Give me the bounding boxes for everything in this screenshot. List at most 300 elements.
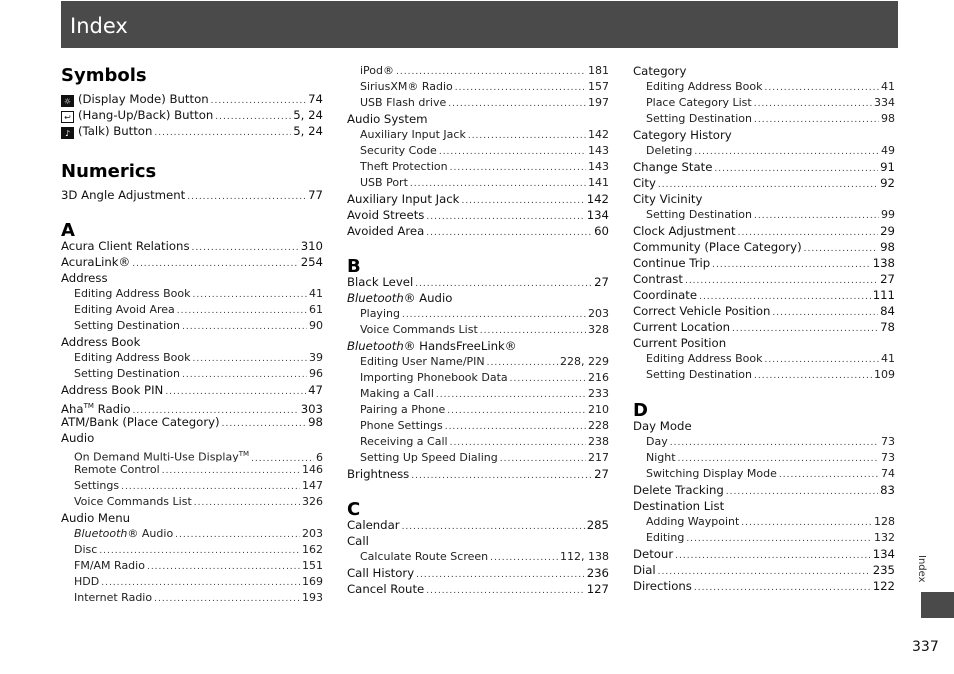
index-entry-text: Dial	[633, 563, 656, 577]
index-column-2	[347, 63, 609, 597]
index-entry-page[interactable]: 285	[586, 518, 609, 532]
index-entry-text: Detour	[633, 547, 674, 561]
index-entry-page[interactable]: 96	[309, 367, 323, 380]
index-entry-label	[633, 159, 712, 175]
index-entry[interactable]	[633, 255, 895, 271]
index-entry[interactable]	[61, 366, 323, 382]
index-entry-text: Acura Client Relations	[61, 239, 190, 253]
index-entry-text: ® Audio	[127, 527, 174, 540]
dot-leader	[741, 515, 872, 530]
index-entry-text: Address Book PIN	[61, 383, 164, 397]
index-entry-text: Call	[347, 534, 369, 548]
index-entry-label	[347, 338, 516, 354]
index-entry[interactable]	[633, 482, 895, 498]
dot-leader	[132, 256, 298, 270]
index-entry-page[interactable]: 98	[308, 415, 323, 429]
index-entry[interactable]	[61, 270, 323, 286]
index-entry[interactable]	[633, 418, 895, 434]
index-entry-page[interactable]: 216	[588, 371, 609, 384]
index-entry[interactable]	[61, 107, 323, 123]
index-entry-page[interactable]: 197	[588, 96, 609, 109]
index-heading-symbols: Symbols	[61, 65, 147, 86]
dot-leader	[154, 125, 291, 139]
dot-leader	[448, 96, 586, 111]
index-entry-page[interactable]: 112, 138	[560, 550, 609, 563]
index-entry[interactable]	[347, 111, 609, 127]
index-entry-page[interactable]: 128	[874, 515, 895, 528]
index-entry-text: Importing Phonebook Data	[360, 371, 508, 384]
index-entry-text: Switching Display Mode	[646, 467, 777, 480]
index-entry[interactable]	[633, 498, 895, 514]
index-entry[interactable]	[633, 95, 895, 111]
index-entry-page[interactable]: 238	[588, 435, 609, 448]
index-entry[interactable]	[61, 510, 323, 526]
dot-leader	[165, 384, 306, 398]
index-entry-page[interactable]: 217	[588, 451, 609, 464]
index-entry[interactable]	[633, 335, 895, 351]
index-entry-page[interactable]: 49	[881, 144, 895, 157]
index-entry-label	[347, 533, 369, 549]
index-entry[interactable]	[61, 430, 323, 446]
index-entry[interactable]	[633, 514, 895, 530]
index-entry-label	[61, 254, 130, 270]
index-entry-text: (Hang-Up/Back) Button	[78, 108, 214, 122]
index-entry-text: Settings	[74, 479, 120, 492]
dot-leader	[132, 403, 298, 414]
dot-leader	[754, 368, 872, 383]
dot-leader	[416, 567, 585, 581]
dot-leader	[410, 176, 586, 191]
dot-leader	[450, 160, 586, 175]
index-entry-text: Setting Destination	[646, 368, 753, 381]
index-entry-page[interactable]: 83	[880, 483, 895, 497]
index-entry-page[interactable]: 141	[588, 176, 609, 189]
index-entry[interactable]	[347, 306, 609, 322]
index-entry-page[interactable]: 193	[302, 591, 323, 604]
dot-leader	[222, 416, 307, 430]
index-entry-label	[347, 565, 414, 581]
index-entry-label	[360, 79, 453, 95]
index-entry[interactable]	[633, 450, 895, 466]
index-entry-page[interactable]: 143	[588, 144, 609, 157]
index-entry[interactable]	[61, 318, 323, 334]
index-entry-label	[633, 191, 702, 207]
index-entry-label	[633, 63, 686, 79]
index-entry-text: Editing Address Book	[646, 352, 763, 365]
index-entry-page[interactable]: 203	[302, 527, 323, 540]
index-entry-page[interactable]: 74	[881, 467, 895, 480]
index-entry-page[interactable]: 6	[316, 450, 323, 462]
index-tab-marker[interactable]	[921, 592, 954, 618]
index-entry-page[interactable]: 142	[586, 192, 609, 206]
index-entry-page[interactable]: 334	[874, 96, 895, 109]
index-entry[interactable]	[61, 382, 323, 398]
index-entry-page[interactable]: 27	[594, 275, 609, 289]
index-entry[interactable]	[347, 581, 609, 597]
index-entry-page[interactable]: 236	[586, 566, 609, 580]
index-column-1	[61, 63, 323, 606]
index-entry-text: Change State	[633, 160, 713, 174]
index-entry[interactable]	[633, 351, 895, 367]
index-entry-label	[646, 514, 739, 530]
index-entry[interactable]	[633, 303, 895, 319]
index-entry-text: ® HandsFreeLink®	[403, 339, 517, 353]
index-entry-label	[61, 382, 163, 398]
index-entry[interactable]	[61, 91, 323, 107]
index-entry[interactable]	[347, 79, 609, 95]
index-entry-label	[646, 207, 752, 223]
index-entry-page[interactable]: 84	[880, 304, 895, 318]
index-entry-text: Delete Tracking	[633, 483, 724, 497]
index-entry-page[interactable]: 233	[588, 387, 609, 400]
index-entry-page[interactable]: 41	[881, 80, 895, 93]
index-entry-page[interactable]: 39	[309, 351, 323, 364]
index-entry-label	[61, 107, 213, 123]
index-entry-text: Phone Settings	[360, 419, 443, 432]
index-entry[interactable]	[633, 63, 895, 79]
index-entry[interactable]	[347, 175, 609, 191]
index-entry[interactable]	[347, 450, 609, 466]
index-entry-page[interactable]: 228	[588, 419, 609, 432]
index-entry-label	[74, 286, 191, 302]
index-entry[interactable]	[633, 239, 895, 255]
index-entry-page[interactable]: 29	[880, 224, 895, 238]
index-entry[interactable]	[347, 338, 609, 354]
index-entry-page[interactable]: 5, 24	[293, 124, 323, 138]
dot-leader	[675, 548, 871, 562]
index-entry-label	[347, 290, 452, 306]
index-entry[interactable]	[61, 350, 323, 366]
index-entry[interactable]	[61, 542, 323, 558]
dot-leader	[754, 208, 879, 223]
index-entry[interactable]	[633, 111, 895, 127]
index-entry-page[interactable]: 142	[588, 128, 609, 141]
index-entry-page[interactable]: 91	[880, 160, 895, 174]
index-entry-text: Continue Trip	[633, 256, 711, 270]
index-entry-page[interactable]: 5, 24	[293, 108, 323, 122]
index-entry-text: City Vicinity	[633, 192, 703, 206]
index-entry[interactable]	[347, 207, 609, 223]
index-entry-text: 3D Angle Adjustment	[61, 188, 186, 202]
index-entry-page[interactable]: 98	[881, 112, 895, 125]
dot-leader	[182, 319, 307, 334]
index-entry-text: Setting Destination	[74, 367, 181, 380]
index-entry-label	[633, 175, 656, 191]
index-entry-page[interactable]: 235	[872, 563, 895, 577]
index-entry-page[interactable]: 90	[309, 319, 323, 332]
dot-leader	[411, 468, 592, 482]
index-entry[interactable]	[633, 466, 895, 482]
index-entry[interactable]	[347, 191, 609, 207]
index-entry-label	[633, 303, 770, 319]
index-entry[interactable]	[347, 533, 609, 549]
index-entry-label	[360, 159, 448, 175]
index-entry[interactable]	[61, 558, 323, 574]
index-entry-label	[360, 95, 446, 111]
index-entry[interactable]	[61, 334, 323, 350]
index-heading-numerics: Numerics	[61, 161, 157, 182]
index-entry[interactable]	[633, 562, 895, 578]
index-entry-page[interactable]: 303	[300, 401, 323, 414]
index-entry-label	[61, 510, 130, 526]
index-entry-text: Remote Control	[74, 463, 160, 476]
index-entry[interactable]	[61, 286, 323, 302]
index-entry-label	[633, 482, 724, 498]
index-entry[interactable]	[347, 402, 609, 418]
index-entry-label	[61, 91, 209, 107]
index-entry[interactable]	[61, 238, 323, 254]
index-entry-text: Editing User Name/PIN	[360, 355, 485, 368]
index-entry[interactable]	[633, 159, 895, 175]
index-entry-page[interactable]: 254	[300, 255, 323, 269]
index-entry-page[interactable]: 181	[588, 64, 609, 77]
dot-leader	[426, 209, 584, 223]
index-entry-text: Category History	[633, 128, 732, 142]
index-entry-label	[646, 111, 752, 127]
page-header	[61, 1, 898, 48]
dot-leader	[402, 519, 585, 533]
index-entry[interactable]	[633, 127, 895, 143]
index-entry-label	[360, 127, 466, 143]
dot-leader	[436, 387, 586, 402]
index-entry[interactable]	[347, 565, 609, 581]
index-entry-page[interactable]: 60	[594, 224, 609, 238]
index-entry-page[interactable]: 41	[881, 352, 895, 365]
index-entry-text: Audio Menu	[61, 511, 131, 525]
index-entry-page[interactable]: 73	[881, 435, 895, 448]
index-entry-label	[360, 434, 448, 450]
index-entry-label	[347, 223, 424, 239]
index-entry[interactable]	[347, 143, 609, 159]
index-entry[interactable]	[347, 370, 609, 386]
index-entry-label	[633, 287, 697, 303]
index-entry-text: Setting Up Speed Dialing	[360, 451, 498, 464]
index-entry-text: Avoid Streets	[347, 208, 425, 222]
dot-leader	[439, 144, 586, 159]
index-entry-page[interactable]: 328	[588, 323, 609, 336]
index-entry-text: Current Position	[633, 336, 727, 350]
index-entry-label	[74, 350, 191, 366]
dot-leader	[193, 351, 308, 366]
index-entry-text: Day Mode	[633, 419, 692, 433]
index-entry[interactable]	[61, 123, 323, 139]
dot-leader	[175, 527, 300, 542]
index-entry[interactable]	[347, 549, 609, 565]
index-entry[interactable]	[347, 223, 609, 239]
index-entry-text: Auxiliary Input Jack	[360, 128, 466, 141]
index-entry-page[interactable]: 109	[874, 368, 895, 381]
index-entry-page[interactable]: 132	[874, 531, 895, 544]
dot-leader	[694, 144, 879, 159]
index-entry-page[interactable]: 92	[880, 176, 895, 190]
index-entry-page[interactable]: 157	[588, 80, 609, 93]
index-entry[interactable]	[61, 254, 323, 270]
index-entry-label	[74, 558, 145, 574]
index-entry-text: Address Book	[61, 335, 141, 349]
index-entry[interactable]	[633, 207, 895, 223]
index-entry-text: Security Code	[360, 144, 437, 157]
index-entry-label	[646, 143, 692, 159]
index-entry-label	[360, 354, 485, 370]
dot-leader	[147, 559, 300, 574]
dot-leader	[685, 273, 878, 287]
hang-up-back-icon: ↩	[61, 111, 74, 123]
index-entry-page[interactable]: 228, 229	[560, 355, 609, 368]
index-entry-page[interactable]: 326	[302, 495, 323, 508]
index-entry[interactable]	[347, 63, 609, 79]
index-entry[interactable]	[347, 290, 609, 306]
dot-leader	[754, 96, 872, 111]
index-entry[interactable]	[347, 466, 609, 482]
dot-leader	[461, 193, 584, 207]
index-entry-text: Disc	[74, 543, 98, 556]
index-entry-text: (Display Mode) Button	[78, 92, 209, 106]
index-entry-label	[74, 302, 175, 318]
index-entry[interactable]	[633, 191, 895, 207]
index-entry-text: Setting Destination	[646, 208, 753, 221]
index-entry-page[interactable]: 134	[872, 547, 895, 561]
dot-leader	[99, 543, 300, 558]
index-entry-text: ATM/Bank (Place Category)	[61, 415, 220, 429]
index-entry-text: Call History	[347, 566, 415, 580]
index-entry-page[interactable]: 169	[302, 575, 323, 588]
index-entry-page[interactable]: 41	[309, 287, 323, 300]
index-entry[interactable]	[61, 398, 323, 414]
index-entry[interactable]	[347, 434, 609, 450]
dot-leader	[468, 128, 586, 143]
index-entry-page[interactable]: 98	[880, 240, 895, 254]
index-entry-page[interactable]: 27	[594, 467, 609, 481]
index-entry[interactable]	[633, 143, 895, 159]
index-entry-page[interactable]: 122	[872, 579, 895, 593]
index-entry[interactable]	[633, 79, 895, 95]
index-entry-text: Audio	[61, 431, 95, 445]
index-entry-page[interactable]: 99	[881, 208, 895, 221]
index-entry[interactable]	[633, 530, 895, 546]
index-entry[interactable]	[633, 578, 895, 594]
index-entry[interactable]	[347, 517, 609, 533]
index-entry[interactable]	[633, 546, 895, 562]
index-entry[interactable]	[347, 322, 609, 338]
index-entry-text: Contrast	[633, 272, 683, 286]
index-entry-label	[646, 450, 676, 466]
index-entry-page[interactable]: 47	[308, 383, 323, 397]
index-entry[interactable]	[61, 446, 323, 462]
index-entry-page[interactable]: 210	[588, 403, 609, 416]
index-entry[interactable]	[633, 367, 895, 383]
index-entry[interactable]	[347, 354, 609, 370]
index-entry[interactable]	[61, 494, 323, 510]
index-entry-label	[61, 123, 152, 139]
index-entry[interactable]	[633, 223, 895, 239]
index-entry[interactable]	[61, 302, 323, 318]
index-entry-text: Current Location	[633, 320, 731, 334]
index-entry-text: Brightness	[347, 467, 410, 481]
dot-leader	[765, 352, 880, 367]
index-entry[interactable]	[347, 386, 609, 402]
index-entry-page[interactable]: 203	[588, 307, 609, 320]
index-entry-label	[61, 238, 190, 254]
index-entry-page[interactable]: 138	[872, 256, 895, 270]
index-entry[interactable]	[61, 414, 323, 430]
index-entry-label	[633, 418, 692, 434]
index-entry-page[interactable]: 134	[586, 208, 609, 222]
index-entry[interactable]	[633, 287, 895, 303]
index-entry[interactable]	[347, 418, 609, 434]
index-entry[interactable]	[61, 187, 323, 203]
index-entry-label	[633, 562, 656, 578]
index-entry-text: Deleting	[646, 144, 693, 157]
index-entry[interactable]	[61, 526, 323, 542]
index-entry-page[interactable]: 146	[302, 463, 323, 476]
index-column-3	[633, 63, 895, 594]
index-entry-page[interactable]: 77	[308, 188, 323, 202]
index-entry-text: Place Category List	[646, 96, 752, 109]
index-entry-label	[347, 581, 424, 597]
index-entry-text: Address	[61, 271, 108, 285]
dot-leader	[726, 484, 878, 498]
index-entry-page[interactable]: 78	[880, 320, 895, 334]
index-heading-a: A	[61, 220, 75, 241]
dot-leader	[402, 307, 586, 322]
index-entry-text: Editing Avoid Area	[74, 303, 175, 316]
index-entry[interactable]	[347, 274, 609, 290]
dot-leader	[450, 435, 586, 450]
talk-icon: ♪	[61, 127, 74, 139]
index-entry-label	[360, 322, 478, 338]
index-entry-page[interactable]: 127	[586, 582, 609, 596]
index-entry[interactable]	[633, 175, 895, 191]
index-entry-label	[633, 319, 730, 335]
dot-leader	[500, 451, 586, 466]
index-entry-page[interactable]: 151	[302, 559, 323, 572]
trademark-superscript: TM	[238, 450, 250, 458]
index-entry-label	[360, 175, 408, 191]
index-entry[interactable]	[61, 478, 323, 494]
index-entry[interactable]	[633, 434, 895, 450]
index-entry-text: Voice Commands List	[74, 495, 192, 508]
dot-leader	[658, 564, 871, 578]
index-entry-page[interactable]: 143	[588, 160, 609, 173]
index-entry-label	[74, 574, 99, 590]
index-entry[interactable]	[347, 159, 609, 175]
index-entry[interactable]	[61, 462, 323, 478]
index-entry[interactable]	[347, 95, 609, 111]
index-entry-label	[74, 366, 180, 382]
index-entry-text: Making a Call	[360, 387, 434, 400]
index-entry[interactable]	[61, 590, 323, 606]
index-entry-page[interactable]: 310	[300, 239, 323, 253]
index-entry[interactable]	[61, 574, 323, 590]
index-entry-page[interactable]: 61	[309, 303, 323, 316]
index-entry-page[interactable]: 162	[302, 543, 323, 556]
index-heading-b: B	[347, 256, 361, 277]
index-entry-page[interactable]: 147	[302, 479, 323, 492]
index-entry-page[interactable]: 27	[880, 272, 895, 286]
index-entry-page[interactable]: 73	[881, 451, 895, 464]
index-entry-label	[74, 542, 97, 558]
index-entry-suffix: Radio	[93, 401, 131, 414]
index-entry-text: Clock Adjustment	[633, 224, 736, 238]
index-entry-page[interactable]: 111	[872, 288, 895, 302]
index-entry[interactable]	[347, 127, 609, 143]
index-entry[interactable]	[633, 319, 895, 335]
dot-leader	[162, 463, 300, 478]
index-entry-text: Theft Protection	[360, 160, 448, 173]
index-entry-page[interactable]: 74	[308, 92, 323, 106]
index-entry[interactable]	[633, 271, 895, 287]
index-entry-label	[646, 466, 777, 482]
